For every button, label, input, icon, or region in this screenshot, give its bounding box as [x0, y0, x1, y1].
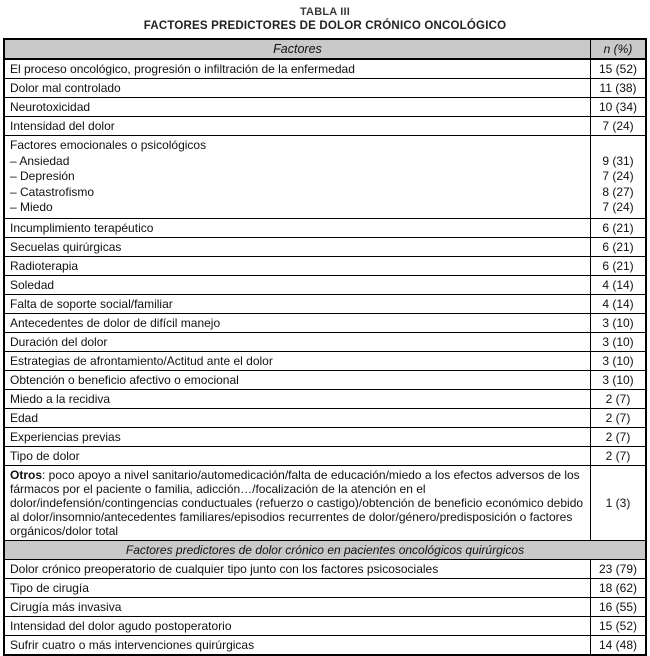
group-value: 9 (31) [602, 153, 634, 168]
otros-bold-prefix: Otros [10, 467, 43, 482]
row-value: 3 (10) [602, 353, 634, 368]
table-row [5, 446, 645, 465]
table-row [5, 218, 645, 237]
table-row [5, 313, 645, 332]
group-item: – Depresión [10, 169, 75, 183]
group-item: – Miedo [10, 200, 53, 214]
row-label: Secuelas quirúrgicas [5, 238, 591, 256]
table-row [5, 237, 645, 256]
row-label: Sufrir cuatro o más intervenciones quirúrgicas [5, 636, 591, 654]
row-value: 16 (55) [598, 599, 638, 614]
group-value-spacer [592, 138, 644, 154]
table-row [5, 578, 645, 597]
group-value: 8 (27) [602, 184, 634, 199]
row-label: Intensidad del dolor agudo postoperatorio [5, 617, 591, 635]
row-value: 2 (7) [605, 448, 631, 463]
row-value: 15 (52) [598, 618, 638, 633]
row-label: Intensidad del dolor [5, 117, 591, 135]
table-row [5, 294, 645, 313]
table-row [5, 116, 645, 135]
table-row [5, 59, 645, 78]
table-row [5, 97, 645, 116]
row-value: 2 (7) [605, 391, 631, 406]
otros-text: : poco apoyo a nivel sanitario/automedicación/falta de educación/miedo a los efectos adversos de los fármacos por el paciente o familia, adicción…/focalización de la atención en el dolor/indefensión/contingencias conductuales (refuerzo o castigo)/obtención de beneficio económico debido al dolor/insomnio/antecedentes familiares/episodios recurrentes de dolor/género/predisposición o factores orgánicos/dolor total [10, 467, 584, 538]
table-row [5, 616, 645, 635]
row-label: Neurotoxicidad [5, 98, 591, 116]
group-value: 7 (24) [602, 200, 634, 214]
row-label: Incumplimiento terapéutico [5, 219, 591, 237]
row-label-group [5, 136, 591, 218]
row-label: Obtención o beneficio afectivo o emocional [5, 371, 591, 389]
table-row-emotional-factors [5, 135, 645, 218]
group-title: Factores emocionales o psicológicos [10, 138, 207, 152]
row-value: 6 (21) [602, 239, 634, 254]
table-caption: FACTORES PREDICTORES DE DOLOR CRÓNICO ONCOLÓGICO [143, 20, 507, 32]
row-value: 6 (21) [602, 220, 634, 235]
table-row [5, 78, 645, 97]
row-value: 1 (3) [605, 495, 631, 510]
table-row [5, 597, 645, 616]
row-label: Miedo a la recidiva [5, 390, 591, 408]
row-value: 2 (7) [605, 410, 631, 425]
row-label: Soledad [5, 276, 591, 294]
table-row [5, 256, 645, 275]
row-value: 4 (14) [602, 277, 634, 292]
row-value: 18 (62) [598, 580, 638, 595]
col-header-factores: Factores [5, 40, 591, 58]
row-label: Cirugía más invasiva [5, 598, 591, 616]
section-subheader: Factores predictores de dolor crónico en pacientes oncológicos quirúrgicos [125, 542, 525, 557]
table-row [5, 389, 645, 408]
table-header-row [5, 40, 645, 59]
table-row [5, 427, 645, 446]
row-value: 7 (24) [602, 119, 634, 133]
row-value: 3 (10) [602, 334, 634, 349]
table-number: TABLA III [299, 6, 351, 18]
row-value: 10 (34) [598, 100, 638, 114]
row-label: Tipo de dolor [5, 447, 591, 465]
table-row [5, 559, 645, 578]
row-value: 3 (10) [602, 315, 634, 330]
row-label: Estrategias de afrontamiento/Actitud ante el dolor [5, 352, 591, 370]
group-item: – Ansiedad [10, 153, 70, 168]
row-label: Edad [5, 409, 591, 427]
row-value: 3 (10) [602, 372, 634, 387]
row-label: Dolor mal controlado [5, 79, 591, 97]
predictors-table [3, 38, 647, 656]
row-value-group [591, 136, 645, 218]
row-label: Experiencias previas [5, 428, 591, 446]
row-value: 2 (7) [605, 429, 631, 444]
row-value: 4 (14) [602, 296, 634, 311]
group-value: 7 (24) [602, 169, 634, 183]
table-row-otros [5, 465, 645, 540]
row-label: Tipo de cirugía [5, 579, 591, 597]
group-item: – Catastrofismo [10, 184, 95, 199]
row-value: 23 (79) [598, 561, 638, 576]
table-row [5, 275, 645, 294]
row-label: Falta de soporte social/familiar [5, 295, 591, 313]
section-subheader-row [5, 540, 645, 559]
table-title-block [3, 5, 647, 33]
table-row [5, 351, 645, 370]
row-label [5, 466, 591, 540]
table-row [5, 408, 645, 427]
row-value: 14 (48) [598, 637, 638, 652]
row-label: Dolor crónico preoperatorio de cualquier tipo junto con los factores psicosociales [5, 560, 591, 578]
row-label: El proceso oncológico, progresión o infiltración de la enfermedad [5, 60, 591, 78]
table-row [5, 332, 645, 351]
row-value: 11 (38) [599, 81, 637, 95]
row-label: Antecedentes de dolor de difícil manejo [5, 314, 591, 332]
row-label: Radioterapia [5, 257, 591, 275]
row-value: 6 (21) [602, 258, 634, 273]
row-value: 15 (52) [598, 62, 638, 76]
row-label: Duración del dolor [5, 333, 591, 351]
col-header-n: n (%) [603, 42, 633, 56]
table-row [5, 370, 645, 389]
table-row [5, 635, 645, 654]
